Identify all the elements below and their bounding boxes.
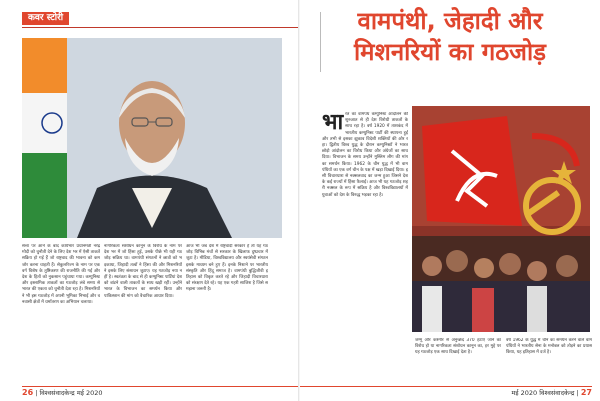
- article-paragraph: आज भी जब देश में राष्ट्रवादी सरकार है तो यह गठजोड़ विभिन्न मंचों से सरकार के खिलाफ दुष्प्रचार में जुटा है। मीडिया, विश्वविद्यालय और स्वयंसेवी संगठन इसके माध्यम बने हुए हैं। इनके निशाने पर भारतीय संस्कृति और हिंदू समाज है। वामपंथी बुद्धिजीवी इतिहास को विकृत करते रहे और जिहादी विचारधारा को संरक्षण देते रहे। यह एक गहरी साजिश है जिसे समझना जरूरी है।: [186, 244, 268, 293]
- article-text: रत का वामपंथ कम्युनिस्ट आंदोलन की शुरुआत से ही देश विरोधी ताकतों के साथ रहा है। वर्ष 1920 में ताशकंद में भारतीय कम्युनिस्ट पार्टी की स्थापना हुई और तभी से इसका झुकाव विदेशी शक्तियों की ओर रहा। द्वितीय विश्व युद्ध के दौरान कम्युनिस्टों ने भारत छोड़ो आंदोलन का विरोध किया और अंग्रेजों का साथ दिया। विभाजन के समय उन्होंने मुस्लिम लीग की मांग का समर्थन किया। 1962 के चीन युद्ध में भी वामपंथियों का एक वर्ग चीन के पक्ष में खड़ा दिखाई दिया। इसी विचारधारा से नक्सलवाद का जन्म हुआ जिसने देश के कई राज्यों में हिंसा फैलाई। आज भी यह गठजोड़ शहरी नक्सल के रूप में सक्रिय है और विश्वविद्यालयों में युवाओं को देश के विरुद्ध भड़का रहा है।: [322, 112, 408, 198]
- drop-cap: भा: [322, 112, 344, 135]
- footer-rule: [300, 386, 592, 387]
- headline-rule: [320, 12, 321, 72]
- footer-rule: [22, 386, 298, 387]
- article-column-3: [506, 338, 592, 380]
- page-footer: 26 | विश्वसंवादकेन्द्र मई 2020: [22, 388, 103, 397]
- section-rule: [22, 27, 298, 28]
- rally-collage-photo: [412, 106, 590, 332]
- article-column-1: [22, 244, 100, 386]
- article-headline: [330, 6, 570, 68]
- page-number: 27: [580, 388, 592, 397]
- article-paragraph: नागरिकता संशोधन कानून के विरोध के नाम पर देश भर में जो हिंसा हुई, उसके पीछे भी यही गठजोड़ सक्रिय था। वामपंथी संगठनों ने छात्रों को भड़काया, जिहादी तत्वों ने हिंसा की और मिशनरियों ने इसके लिए संसाधन जुटाए। यह गठजोड़ नया नहीं है। स्वतंत्रता के बाद से ही कम्युनिस्ट पार्टियां देश को बांटने वाली ताकतों के साथ खड़ी रहीं। उन्होंने भारत के विभाजन का समर्थन किया और पाकिस्तान की मांग को वैचारिक आधार दिया।: [104, 244, 182, 299]
- right-page: [300, 0, 600, 401]
- article-column-3: [186, 244, 268, 386]
- magazine-title: विश्वसंवादकेन्द्र: [39, 389, 75, 397]
- headline-line-1: वामपंथी, जेहादी और: [357, 7, 543, 35]
- magazine-title: विश्वसंवादकेन्द्र: [539, 389, 575, 397]
- article-paragraph: जम्मू और कश्मीर से अनुच्छेद 370 हटाए जाने का विरोध हो या नागरिकता संशोधन कानून का, हर मुद्दे पर यह गठजोड़ एक साथ दिखाई देता है।: [415, 338, 501, 356]
- article-paragraph: वर्ष 1962 के युद्ध में चीन का समर्थन करने वाले वामपंथियों ने भारतीय सेना के मनोबल को तोड़ने का प्रयास किया, यह इतिहास में दर्ज है।: [506, 338, 592, 356]
- page-number: 26: [22, 388, 34, 397]
- article-column-2: [104, 244, 182, 386]
- article-column-2: [415, 338, 501, 380]
- section-label: कवर स्टोरी: [22, 12, 69, 25]
- portrait-photo: [22, 38, 282, 238]
- article-paragraph: सत्ता पर आने के बाद कार्यभार प्रधानमंत्री नरेंद्र मोदी को चुनौती देने के लिए देश भर में ऐसी ताकतें सक्रिय हो गई हैं जो राष्ट्रवाद की भावना को कमजोर करना चाहती हैं। सेकुलरिज्म के नाम पर एक वर्ग विशेष के तुष्टिकरण की राजनीति की गई और देश के हितों को नुकसान पहुंचाया गया। कम्युनिस्ट और इस्लामिक ताकतों का गठजोड़ लंबे समय से भारत की एकता को चुनौती देता रहा है। मिशनरियों ने भी इस गठजोड़ में अपनी भूमिका निभाई और वनवासी क्षेत्रों में धर्मांतरण का अभियान चलाया।: [22, 244, 100, 305]
- page-footer: मई 2020 विश्वसंवादकेन्द्र | 27: [511, 388, 592, 397]
- portrait-illustration: [22, 38, 282, 238]
- article-paragraph: [322, 112, 408, 199]
- issue-date: मई 2020: [511, 389, 538, 397]
- issue-date: मई 2020: [76, 389, 103, 397]
- rally-illustration: [412, 106, 590, 332]
- headline-line-2: मिशनरियों का गठजोड़: [353, 38, 547, 66]
- article-column-1: [322, 112, 408, 380]
